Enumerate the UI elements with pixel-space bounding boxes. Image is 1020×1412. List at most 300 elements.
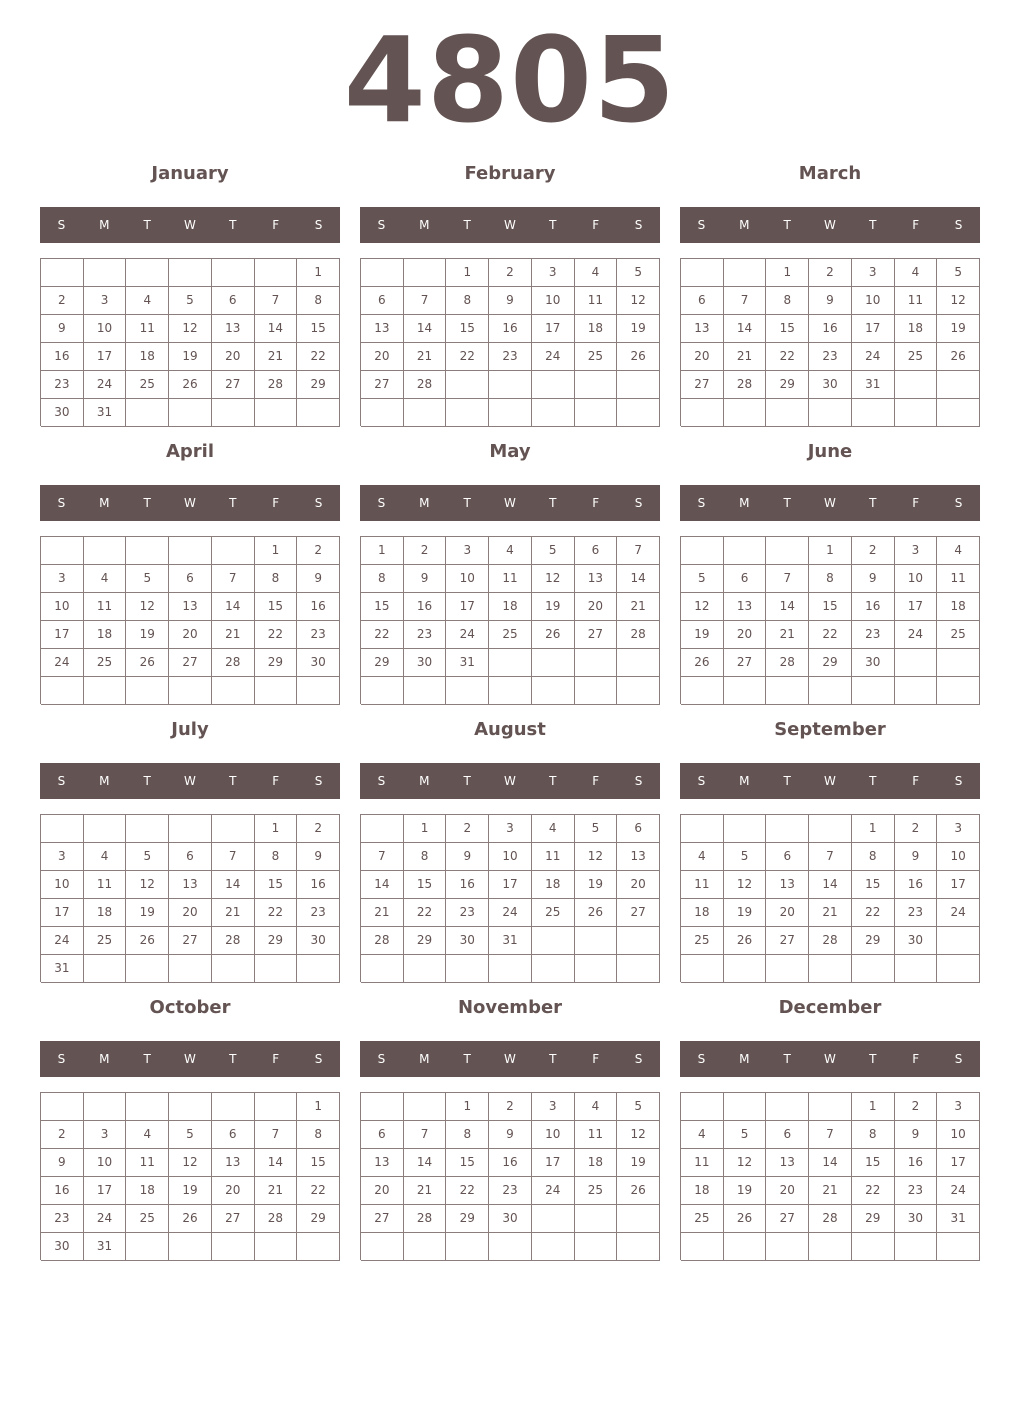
day-cell: 28 bbox=[361, 927, 404, 955]
day-cell: 24 bbox=[532, 1177, 575, 1205]
day-cell: 4 bbox=[681, 843, 724, 871]
empty-day-cell bbox=[404, 259, 447, 287]
day-cell: 10 bbox=[489, 843, 532, 871]
day-cell: 17 bbox=[937, 871, 980, 899]
empty-day-cell bbox=[575, 371, 618, 399]
day-cell: 27 bbox=[681, 371, 724, 399]
day-cell: 24 bbox=[84, 1205, 127, 1233]
day-cell: 14 bbox=[404, 315, 447, 343]
day-cell: 2 bbox=[852, 537, 895, 565]
weekday-label: S bbox=[314, 1052, 323, 1066]
day-cell: 12 bbox=[617, 287, 660, 315]
empty-day-cell bbox=[575, 927, 618, 955]
day-cell: 25 bbox=[489, 621, 532, 649]
day-cell: 11 bbox=[895, 287, 938, 315]
day-cell: 25 bbox=[126, 1205, 169, 1233]
months-grid bbox=[40, 150, 980, 1262]
month-name: September bbox=[774, 719, 886, 740]
day-cell: 3 bbox=[489, 815, 532, 843]
empty-day-cell bbox=[212, 259, 255, 287]
day-cell: 7 bbox=[212, 843, 255, 871]
empty-day-cell bbox=[489, 955, 532, 983]
day-cell: 2 bbox=[404, 537, 447, 565]
day-cell: 15 bbox=[297, 1149, 340, 1177]
day-cell: 22 bbox=[297, 343, 340, 371]
weekday-label: T bbox=[143, 774, 151, 788]
empty-day-cell bbox=[895, 371, 938, 399]
weekday-label: T bbox=[869, 1052, 877, 1066]
weekday-label: S bbox=[697, 218, 706, 232]
weekday-label: S bbox=[377, 218, 386, 232]
day-cell: 13 bbox=[681, 315, 724, 343]
days-grid bbox=[40, 814, 340, 982]
day-cell: 4 bbox=[681, 1121, 724, 1149]
day-cell: 20 bbox=[361, 343, 404, 371]
day-cell: 10 bbox=[532, 287, 575, 315]
day-cell: 26 bbox=[126, 927, 169, 955]
weekday-label: T bbox=[549, 496, 557, 510]
weekday-header bbox=[40, 207, 340, 243]
day-cell: 3 bbox=[41, 843, 84, 871]
day-cell: 14 bbox=[809, 1149, 852, 1177]
day-cell: 15 bbox=[361, 593, 404, 621]
empty-day-cell bbox=[446, 399, 489, 427]
day-cell: 1 bbox=[446, 259, 489, 287]
day-cell: 5 bbox=[681, 565, 724, 593]
day-cell: 26 bbox=[617, 343, 660, 371]
day-cell: 17 bbox=[84, 1177, 127, 1205]
month-name: January bbox=[151, 163, 229, 184]
day-cell: 13 bbox=[169, 871, 212, 899]
weekday-header bbox=[360, 1041, 660, 1077]
day-cell: 8 bbox=[404, 843, 447, 871]
day-cell: 22 bbox=[809, 621, 852, 649]
empty-day-cell bbox=[297, 955, 340, 983]
day-cell: 10 bbox=[41, 593, 84, 621]
weekday-label: W bbox=[184, 218, 196, 232]
empty-day-cell bbox=[297, 1233, 340, 1261]
day-cell: 4 bbox=[126, 287, 169, 315]
day-cell: 25 bbox=[895, 343, 938, 371]
day-cell: 31 bbox=[84, 1233, 127, 1261]
day-cell: 28 bbox=[724, 371, 767, 399]
day-cell: 30 bbox=[41, 1233, 84, 1261]
day-cell: 13 bbox=[212, 1149, 255, 1177]
empty-day-cell bbox=[361, 1233, 404, 1261]
day-cell: 18 bbox=[84, 621, 127, 649]
day-cell: 21 bbox=[255, 1177, 298, 1205]
day-cell: 9 bbox=[446, 843, 489, 871]
day-cell: 29 bbox=[255, 927, 298, 955]
day-cell: 26 bbox=[937, 343, 980, 371]
day-cell: 16 bbox=[489, 315, 532, 343]
weekday-label: W bbox=[504, 496, 516, 510]
empty-day-cell bbox=[489, 399, 532, 427]
weekday-label: F bbox=[912, 774, 920, 788]
empty-day-cell bbox=[84, 259, 127, 287]
day-cell: 21 bbox=[809, 1177, 852, 1205]
empty-day-cell bbox=[489, 1233, 532, 1261]
day-cell: 20 bbox=[169, 899, 212, 927]
empty-day-cell bbox=[617, 371, 660, 399]
day-cell: 20 bbox=[724, 621, 767, 649]
day-cell: 26 bbox=[126, 649, 169, 677]
empty-day-cell bbox=[724, 815, 767, 843]
day-cell: 18 bbox=[575, 315, 618, 343]
day-cell: 18 bbox=[532, 871, 575, 899]
day-cell: 9 bbox=[41, 315, 84, 343]
day-cell: 1 bbox=[361, 537, 404, 565]
day-cell: 23 bbox=[446, 899, 489, 927]
day-cell: 18 bbox=[937, 593, 980, 621]
weekday-label: S bbox=[697, 1052, 706, 1066]
day-cell: 4 bbox=[895, 259, 938, 287]
day-cell: 5 bbox=[617, 259, 660, 287]
empty-day-cell bbox=[532, 399, 575, 427]
day-cell: 31 bbox=[489, 927, 532, 955]
day-cell: 6 bbox=[212, 1121, 255, 1149]
weekday-label: T bbox=[783, 218, 791, 232]
day-cell: 10 bbox=[937, 1121, 980, 1149]
month-may bbox=[360, 428, 660, 706]
day-cell: 17 bbox=[41, 899, 84, 927]
weekday-label: F bbox=[272, 496, 280, 510]
month-july bbox=[40, 706, 340, 984]
day-cell: 26 bbox=[724, 927, 767, 955]
day-cell: 7 bbox=[404, 1121, 447, 1149]
day-cell: 10 bbox=[532, 1121, 575, 1149]
weekday-label: M bbox=[419, 218, 430, 232]
day-cell: 1 bbox=[297, 259, 340, 287]
day-cell: 2 bbox=[489, 259, 532, 287]
day-cell: 5 bbox=[169, 1121, 212, 1149]
day-cell: 14 bbox=[255, 315, 298, 343]
empty-day-cell bbox=[937, 677, 980, 705]
weekday-label: M bbox=[739, 218, 750, 232]
day-cell: 29 bbox=[361, 649, 404, 677]
weekday-label: T bbox=[869, 774, 877, 788]
day-cell: 7 bbox=[255, 287, 298, 315]
empty-day-cell bbox=[84, 677, 127, 705]
weekday-label: S bbox=[57, 496, 66, 510]
day-cell: 18 bbox=[681, 1177, 724, 1205]
weekday-label: F bbox=[272, 218, 280, 232]
day-cell: 16 bbox=[41, 343, 84, 371]
empty-day-cell bbox=[937, 927, 980, 955]
weekday-label: T bbox=[463, 218, 471, 232]
day-cell: 17 bbox=[446, 593, 489, 621]
day-cell: 26 bbox=[724, 1205, 767, 1233]
empty-day-cell bbox=[937, 371, 980, 399]
weekday-label: S bbox=[634, 1052, 643, 1066]
day-cell: 19 bbox=[937, 315, 980, 343]
empty-day-cell bbox=[809, 955, 852, 983]
day-cell: 20 bbox=[212, 1177, 255, 1205]
day-cell: 31 bbox=[41, 955, 84, 983]
day-cell: 14 bbox=[361, 871, 404, 899]
day-cell: 7 bbox=[724, 287, 767, 315]
weekday-label: W bbox=[824, 774, 836, 788]
month-september bbox=[680, 706, 980, 984]
empty-day-cell bbox=[532, 677, 575, 705]
day-cell: 3 bbox=[937, 1093, 980, 1121]
day-cell: 24 bbox=[489, 899, 532, 927]
day-cell: 8 bbox=[446, 287, 489, 315]
day-cell: 12 bbox=[126, 871, 169, 899]
day-cell: 26 bbox=[617, 1177, 660, 1205]
day-cell: 19 bbox=[575, 871, 618, 899]
day-cell: 3 bbox=[852, 259, 895, 287]
day-cell: 8 bbox=[852, 1121, 895, 1149]
empty-day-cell bbox=[489, 649, 532, 677]
day-cell: 5 bbox=[532, 537, 575, 565]
weekday-label: W bbox=[184, 496, 196, 510]
day-cell: 4 bbox=[84, 843, 127, 871]
empty-day-cell bbox=[297, 677, 340, 705]
day-cell: 15 bbox=[255, 593, 298, 621]
day-cell: 8 bbox=[446, 1121, 489, 1149]
day-cell: 1 bbox=[297, 1093, 340, 1121]
day-cell: 25 bbox=[532, 899, 575, 927]
day-cell: 11 bbox=[575, 1121, 618, 1149]
day-cell: 21 bbox=[361, 899, 404, 927]
day-cell: 22 bbox=[255, 899, 298, 927]
weekday-label: F bbox=[272, 1052, 280, 1066]
empty-day-cell bbox=[852, 677, 895, 705]
month-name: February bbox=[464, 163, 556, 184]
day-cell: 31 bbox=[937, 1205, 980, 1233]
day-cell: 25 bbox=[575, 343, 618, 371]
day-cell: 4 bbox=[532, 815, 575, 843]
day-cell: 3 bbox=[41, 565, 84, 593]
day-cell: 19 bbox=[617, 1149, 660, 1177]
day-cell: 6 bbox=[681, 287, 724, 315]
day-cell: 17 bbox=[852, 315, 895, 343]
empty-day-cell bbox=[766, 677, 809, 705]
weekday-label: T bbox=[229, 496, 237, 510]
days-grid bbox=[680, 536, 980, 704]
day-cell: 19 bbox=[169, 343, 212, 371]
days-grid bbox=[40, 258, 340, 426]
day-cell: 28 bbox=[404, 371, 447, 399]
day-cell: 15 bbox=[297, 315, 340, 343]
day-cell: 4 bbox=[575, 259, 618, 287]
weekday-label: F bbox=[912, 218, 920, 232]
weekday-header bbox=[360, 207, 660, 243]
empty-day-cell bbox=[404, 399, 447, 427]
empty-day-cell bbox=[212, 1233, 255, 1261]
weekday-label: M bbox=[99, 218, 110, 232]
weekday-header bbox=[40, 485, 340, 521]
day-cell: 19 bbox=[617, 315, 660, 343]
weekday-header bbox=[40, 763, 340, 799]
month-name: July bbox=[171, 719, 209, 740]
day-cell: 23 bbox=[852, 621, 895, 649]
day-cell: 12 bbox=[169, 1149, 212, 1177]
day-cell: 6 bbox=[766, 843, 809, 871]
weekday-label: M bbox=[99, 1052, 110, 1066]
day-cell: 14 bbox=[617, 565, 660, 593]
day-cell: 25 bbox=[681, 1205, 724, 1233]
day-cell: 12 bbox=[126, 593, 169, 621]
weekday-label: T bbox=[463, 774, 471, 788]
empty-day-cell bbox=[937, 1233, 980, 1261]
day-cell: 7 bbox=[255, 1121, 298, 1149]
empty-day-cell bbox=[724, 1093, 767, 1121]
weekday-label: T bbox=[549, 218, 557, 232]
day-cell: 30 bbox=[41, 399, 84, 427]
day-cell: 17 bbox=[937, 1149, 980, 1177]
day-cell: 19 bbox=[681, 621, 724, 649]
empty-day-cell bbox=[255, 677, 298, 705]
empty-day-cell bbox=[41, 259, 84, 287]
day-cell: 24 bbox=[84, 371, 127, 399]
day-cell: 27 bbox=[361, 1205, 404, 1233]
day-cell: 16 bbox=[41, 1177, 84, 1205]
day-cell: 29 bbox=[446, 1205, 489, 1233]
day-cell: 13 bbox=[212, 315, 255, 343]
day-cell: 11 bbox=[681, 871, 724, 899]
day-cell: 11 bbox=[937, 565, 980, 593]
day-cell: 13 bbox=[169, 593, 212, 621]
day-cell: 22 bbox=[852, 1177, 895, 1205]
day-cell: 18 bbox=[489, 593, 532, 621]
empty-day-cell bbox=[724, 399, 767, 427]
empty-day-cell bbox=[852, 399, 895, 427]
empty-day-cell bbox=[169, 815, 212, 843]
day-cell: 26 bbox=[532, 621, 575, 649]
day-cell: 1 bbox=[852, 1093, 895, 1121]
weekday-label: S bbox=[954, 496, 963, 510]
day-cell: 14 bbox=[724, 315, 767, 343]
day-cell: 7 bbox=[766, 565, 809, 593]
day-cell: 6 bbox=[169, 565, 212, 593]
weekday-label: S bbox=[634, 774, 643, 788]
day-cell: 12 bbox=[681, 593, 724, 621]
weekday-label: T bbox=[783, 496, 791, 510]
day-cell: 9 bbox=[489, 1121, 532, 1149]
day-cell: 10 bbox=[446, 565, 489, 593]
day-cell: 12 bbox=[169, 315, 212, 343]
empty-day-cell bbox=[766, 537, 809, 565]
day-cell: 4 bbox=[937, 537, 980, 565]
month-name: November bbox=[457, 997, 563, 1018]
weekday-label: M bbox=[419, 1052, 430, 1066]
day-cell: 21 bbox=[809, 899, 852, 927]
empty-day-cell bbox=[446, 371, 489, 399]
day-cell: 23 bbox=[41, 1205, 84, 1233]
empty-day-cell bbox=[617, 927, 660, 955]
day-cell: 28 bbox=[766, 649, 809, 677]
weekday-label: W bbox=[184, 1052, 196, 1066]
days-grid bbox=[680, 814, 980, 982]
empty-day-cell bbox=[255, 399, 298, 427]
day-cell: 22 bbox=[255, 621, 298, 649]
weekday-label: M bbox=[739, 1052, 750, 1066]
empty-day-cell bbox=[84, 1093, 127, 1121]
day-cell: 23 bbox=[489, 1177, 532, 1205]
day-cell: 6 bbox=[361, 1121, 404, 1149]
day-cell: 29 bbox=[297, 371, 340, 399]
day-cell: 16 bbox=[809, 315, 852, 343]
day-cell: 2 bbox=[489, 1093, 532, 1121]
empty-day-cell bbox=[617, 955, 660, 983]
empty-day-cell bbox=[809, 1233, 852, 1261]
day-cell: 16 bbox=[895, 1149, 938, 1177]
empty-day-cell bbox=[617, 649, 660, 677]
day-cell: 23 bbox=[297, 621, 340, 649]
day-cell: 3 bbox=[895, 537, 938, 565]
weekday-label: T bbox=[143, 1052, 151, 1066]
day-cell: 7 bbox=[809, 843, 852, 871]
day-cell: 9 bbox=[41, 1149, 84, 1177]
month-name: August bbox=[474, 719, 546, 740]
day-cell: 8 bbox=[255, 843, 298, 871]
weekday-label: T bbox=[549, 1052, 557, 1066]
day-cell: 9 bbox=[895, 1121, 938, 1149]
weekday-label: T bbox=[143, 496, 151, 510]
weekday-label: W bbox=[184, 774, 196, 788]
empty-day-cell bbox=[937, 955, 980, 983]
empty-day-cell bbox=[895, 399, 938, 427]
day-cell: 21 bbox=[617, 593, 660, 621]
day-cell: 14 bbox=[212, 871, 255, 899]
day-cell: 23 bbox=[297, 899, 340, 927]
weekday-header bbox=[680, 1041, 980, 1077]
day-cell: 28 bbox=[255, 371, 298, 399]
day-cell: 28 bbox=[255, 1205, 298, 1233]
weekday-label: M bbox=[99, 774, 110, 788]
day-cell: 9 bbox=[297, 843, 340, 871]
day-cell: 27 bbox=[575, 621, 618, 649]
day-cell: 11 bbox=[489, 565, 532, 593]
day-cell: 30 bbox=[446, 927, 489, 955]
empty-day-cell bbox=[489, 677, 532, 705]
weekday-label: S bbox=[57, 1052, 66, 1066]
empty-day-cell bbox=[724, 677, 767, 705]
day-cell: 10 bbox=[895, 565, 938, 593]
day-cell: 1 bbox=[766, 259, 809, 287]
empty-day-cell bbox=[41, 1093, 84, 1121]
empty-day-cell bbox=[681, 399, 724, 427]
day-cell: 22 bbox=[766, 343, 809, 371]
day-cell: 5 bbox=[169, 287, 212, 315]
empty-day-cell bbox=[575, 955, 618, 983]
empty-day-cell bbox=[937, 399, 980, 427]
empty-day-cell bbox=[255, 1093, 298, 1121]
days-grid bbox=[360, 536, 660, 704]
day-cell: 23 bbox=[895, 899, 938, 927]
empty-day-cell bbox=[446, 1233, 489, 1261]
weekday-label: F bbox=[272, 774, 280, 788]
day-cell: 24 bbox=[41, 649, 84, 677]
day-cell: 30 bbox=[809, 371, 852, 399]
day-cell: 28 bbox=[809, 1205, 852, 1233]
day-cell: 17 bbox=[489, 871, 532, 899]
weekday-label: S bbox=[697, 774, 706, 788]
day-cell: 3 bbox=[84, 1121, 127, 1149]
empty-day-cell bbox=[617, 399, 660, 427]
day-cell: 5 bbox=[575, 815, 618, 843]
day-cell: 30 bbox=[297, 927, 340, 955]
empty-day-cell bbox=[617, 677, 660, 705]
days-grid bbox=[360, 1092, 660, 1260]
empty-day-cell bbox=[532, 1233, 575, 1261]
year-title: 4805 bbox=[343, 11, 677, 149]
day-cell: 8 bbox=[809, 565, 852, 593]
weekday-label: F bbox=[592, 774, 600, 788]
empty-day-cell bbox=[766, 1233, 809, 1261]
